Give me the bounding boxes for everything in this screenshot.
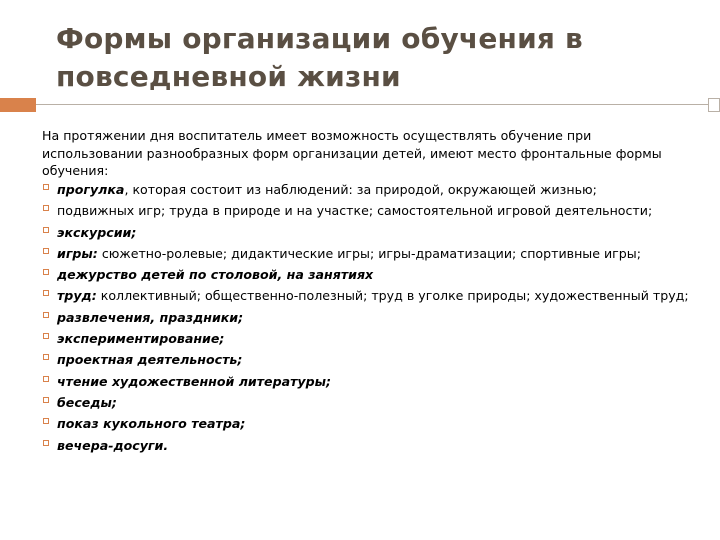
list-item	[42, 287, 692, 305]
list-item	[42, 266, 692, 284]
item-lead: показ кукольного театра;	[57, 416, 246, 432]
item-lead: прогулка	[57, 182, 125, 197]
square-bullet-icon	[43, 184, 49, 190]
item-lead: проектная деятельность;	[57, 352, 243, 368]
title-divider-accent	[0, 98, 36, 112]
square-bullet-icon	[43, 397, 49, 403]
title-divider-line	[0, 104, 710, 105]
list-item	[42, 309, 692, 327]
list-item	[42, 437, 692, 455]
slide-title: Формы организации обучения в повседневной жизни	[56, 22, 583, 93]
square-bullet-icon	[43, 205, 49, 211]
square-bullet-icon	[43, 376, 49, 382]
list-item	[42, 330, 692, 348]
item-text: коллективный; общественно-полезный; труд в уголке природы; художественный труд;	[96, 288, 689, 304]
item-lead: труд:	[57, 288, 97, 304]
list-item	[42, 245, 692, 263]
list-item	[42, 415, 692, 433]
square-bullet-icon	[43, 248, 49, 254]
item-lead: чтение художественной литературы;	[57, 373, 332, 389]
item-lead: вечера-досуги.	[57, 437, 169, 453]
intro-paragraph: На протяжении дня воспитатель имеет возможность осуществлять обучение при использовании разнообразных форм организации детей, имеют место фронтальные формы обучения:	[42, 128, 662, 178]
square-bullet-icon	[43, 312, 49, 318]
square-bullet-icon	[43, 269, 49, 275]
item-lead: беседы;	[57, 394, 117, 410]
list-item	[42, 181, 692, 199]
square-bullet-icon	[43, 440, 49, 446]
square-bullet-icon	[43, 290, 49, 296]
square-bullet-icon	[43, 418, 49, 424]
list-item	[42, 373, 692, 391]
item-lead: игры:	[57, 245, 98, 261]
item-lead: дежурство детей по столовой, на занятиях	[57, 267, 374, 283]
square-bullet-icon	[43, 354, 49, 360]
item-text: сюжетно-ролевые; дидактические игры; игры-драматизации; спортивные игры;	[97, 245, 641, 261]
item-lead: экспериментирование;	[57, 331, 225, 347]
item-lead: экскурсии;	[57, 224, 137, 240]
list-item	[42, 351, 692, 369]
slide-body	[42, 127, 692, 458]
item-text: , которая состоит из наблюдений: за природой, окружающей жизнью;	[124, 182, 597, 197]
item-lead: развлечения, праздники;	[57, 309, 244, 325]
forms-list	[42, 181, 692, 454]
list-item	[42, 202, 692, 220]
item-text: подвижных игр; труда в природе и на участке; самостоятельной игровой деятельности;	[57, 203, 653, 219]
divider-corner-box	[708, 98, 720, 112]
square-bullet-icon	[43, 227, 49, 233]
square-bullet-icon	[43, 333, 49, 339]
list-item	[42, 224, 692, 242]
list-item	[42, 394, 692, 412]
